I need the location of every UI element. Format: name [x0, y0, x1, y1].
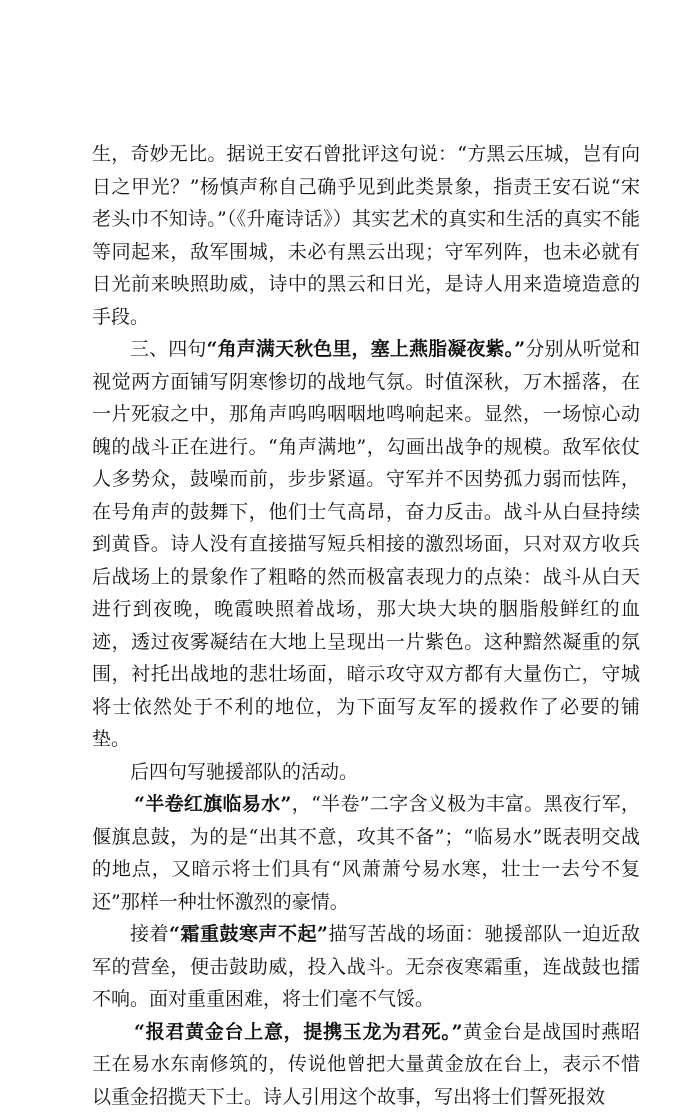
paragraph-4: [92, 788, 640, 918]
paragraph-3-text: 后四句写驰援部队的活动。: [130, 761, 358, 783]
paragraph-5-quote: “霜重鼓寒声不起”: [169, 923, 328, 945]
body-text: [92, 138, 640, 1113]
paragraph-6-text: 黄金台是战国时燕昭王在易水东南修筑的，传说他曾把大量黄金放在台上，表示不惜以重金招揽天下士。诗人引用这个故事，写出将士们誓死报效: [92, 1021, 640, 1108]
paragraph-4-quote: “半卷红旗临易水”: [134, 793, 291, 815]
paragraph-1: [92, 138, 640, 333]
paragraph-5: [92, 918, 640, 1016]
paragraph-5-prefix: 接着: [130, 923, 169, 945]
paragraph-2-quote: “角声满天秋色里，塞上燕脂凝夜紫。”: [207, 338, 526, 360]
paragraph-1-text: 生，奇妙无比。据说王安石曾批评这句说：“方黑云压城，岂有向日之甲光？”杨慎声称自己确乎见到此类景象，指责王安石说“宋老头巾不知诗。”（《升庵诗话》）其实艺术的真实和生活的真实不能等同起来，敌军围城，未必有黑云出现；守军列阵，也未必就有日光前来映照助威，诗中的黑云和日光，是诗人用来造境造意的手段。: [92, 143, 640, 328]
paragraph-6-quote: “报君黄金台上意，提携玉龙为君死。”: [134, 1021, 463, 1043]
paragraph-2-text: 分别从听觉和视觉两方面铺写阴寒惨切的战地气氛。时值深秋，万木摇落，在一片死寂之中，那角声呜呜咽咽地鸣响起来。显然，一场惊心动魄的战斗正在进行。“角声满地”，勾画出战争的规模。敌军依仗人多势众，鼓噪而前，步步紧逼。守军并不因势孤力弱而怯阵，在号角声的鼓舞下，他们士气高昂，奋力反击。战斗从白昼持续到黄昏。诗人没有直接描写短兵相接的激烈场面，只对双方收兵后战场上的景象作了粗略的然而极富表现力的点染：战斗从白天进行到夜晚，晚霞映照着战场，那大块大块的胭脂般鲜红的血迹，透过夜雾凝结在大地上呈现出一片紫色。这种黯然凝重的氛围，衬托出战地的悲壮场面，暗示攻守双方都有大量伤亡，守城将士依然处于不利的地位，为下面写友军的援救作了必要的铺垫。: [92, 338, 640, 750]
paragraph-2: [92, 333, 640, 756]
paragraph-4-text: ，“半卷”二字含义极为丰富。黑夜行军，偃旗息鼓，为的是“出其不意，攻其不备”；“临易水”既表明交战的地点，又暗示将士们具有“风萧萧兮易水寒，壮士一去兮不复还”那样一种壮怀激烈的豪情。: [92, 793, 640, 913]
paragraph-5-text: 描写苦战的场面：驰援部队一迫近敌军的营垒，便击鼓助威，投入战斗。无奈夜寒霜重，连战鼓也擂不响。面对重重困难，将士们毫不气馁。: [92, 923, 640, 1010]
paragraph-3: [92, 756, 640, 789]
paragraph-6: [92, 1016, 640, 1113]
paragraph-2-prefix: 三、四句: [130, 338, 207, 360]
